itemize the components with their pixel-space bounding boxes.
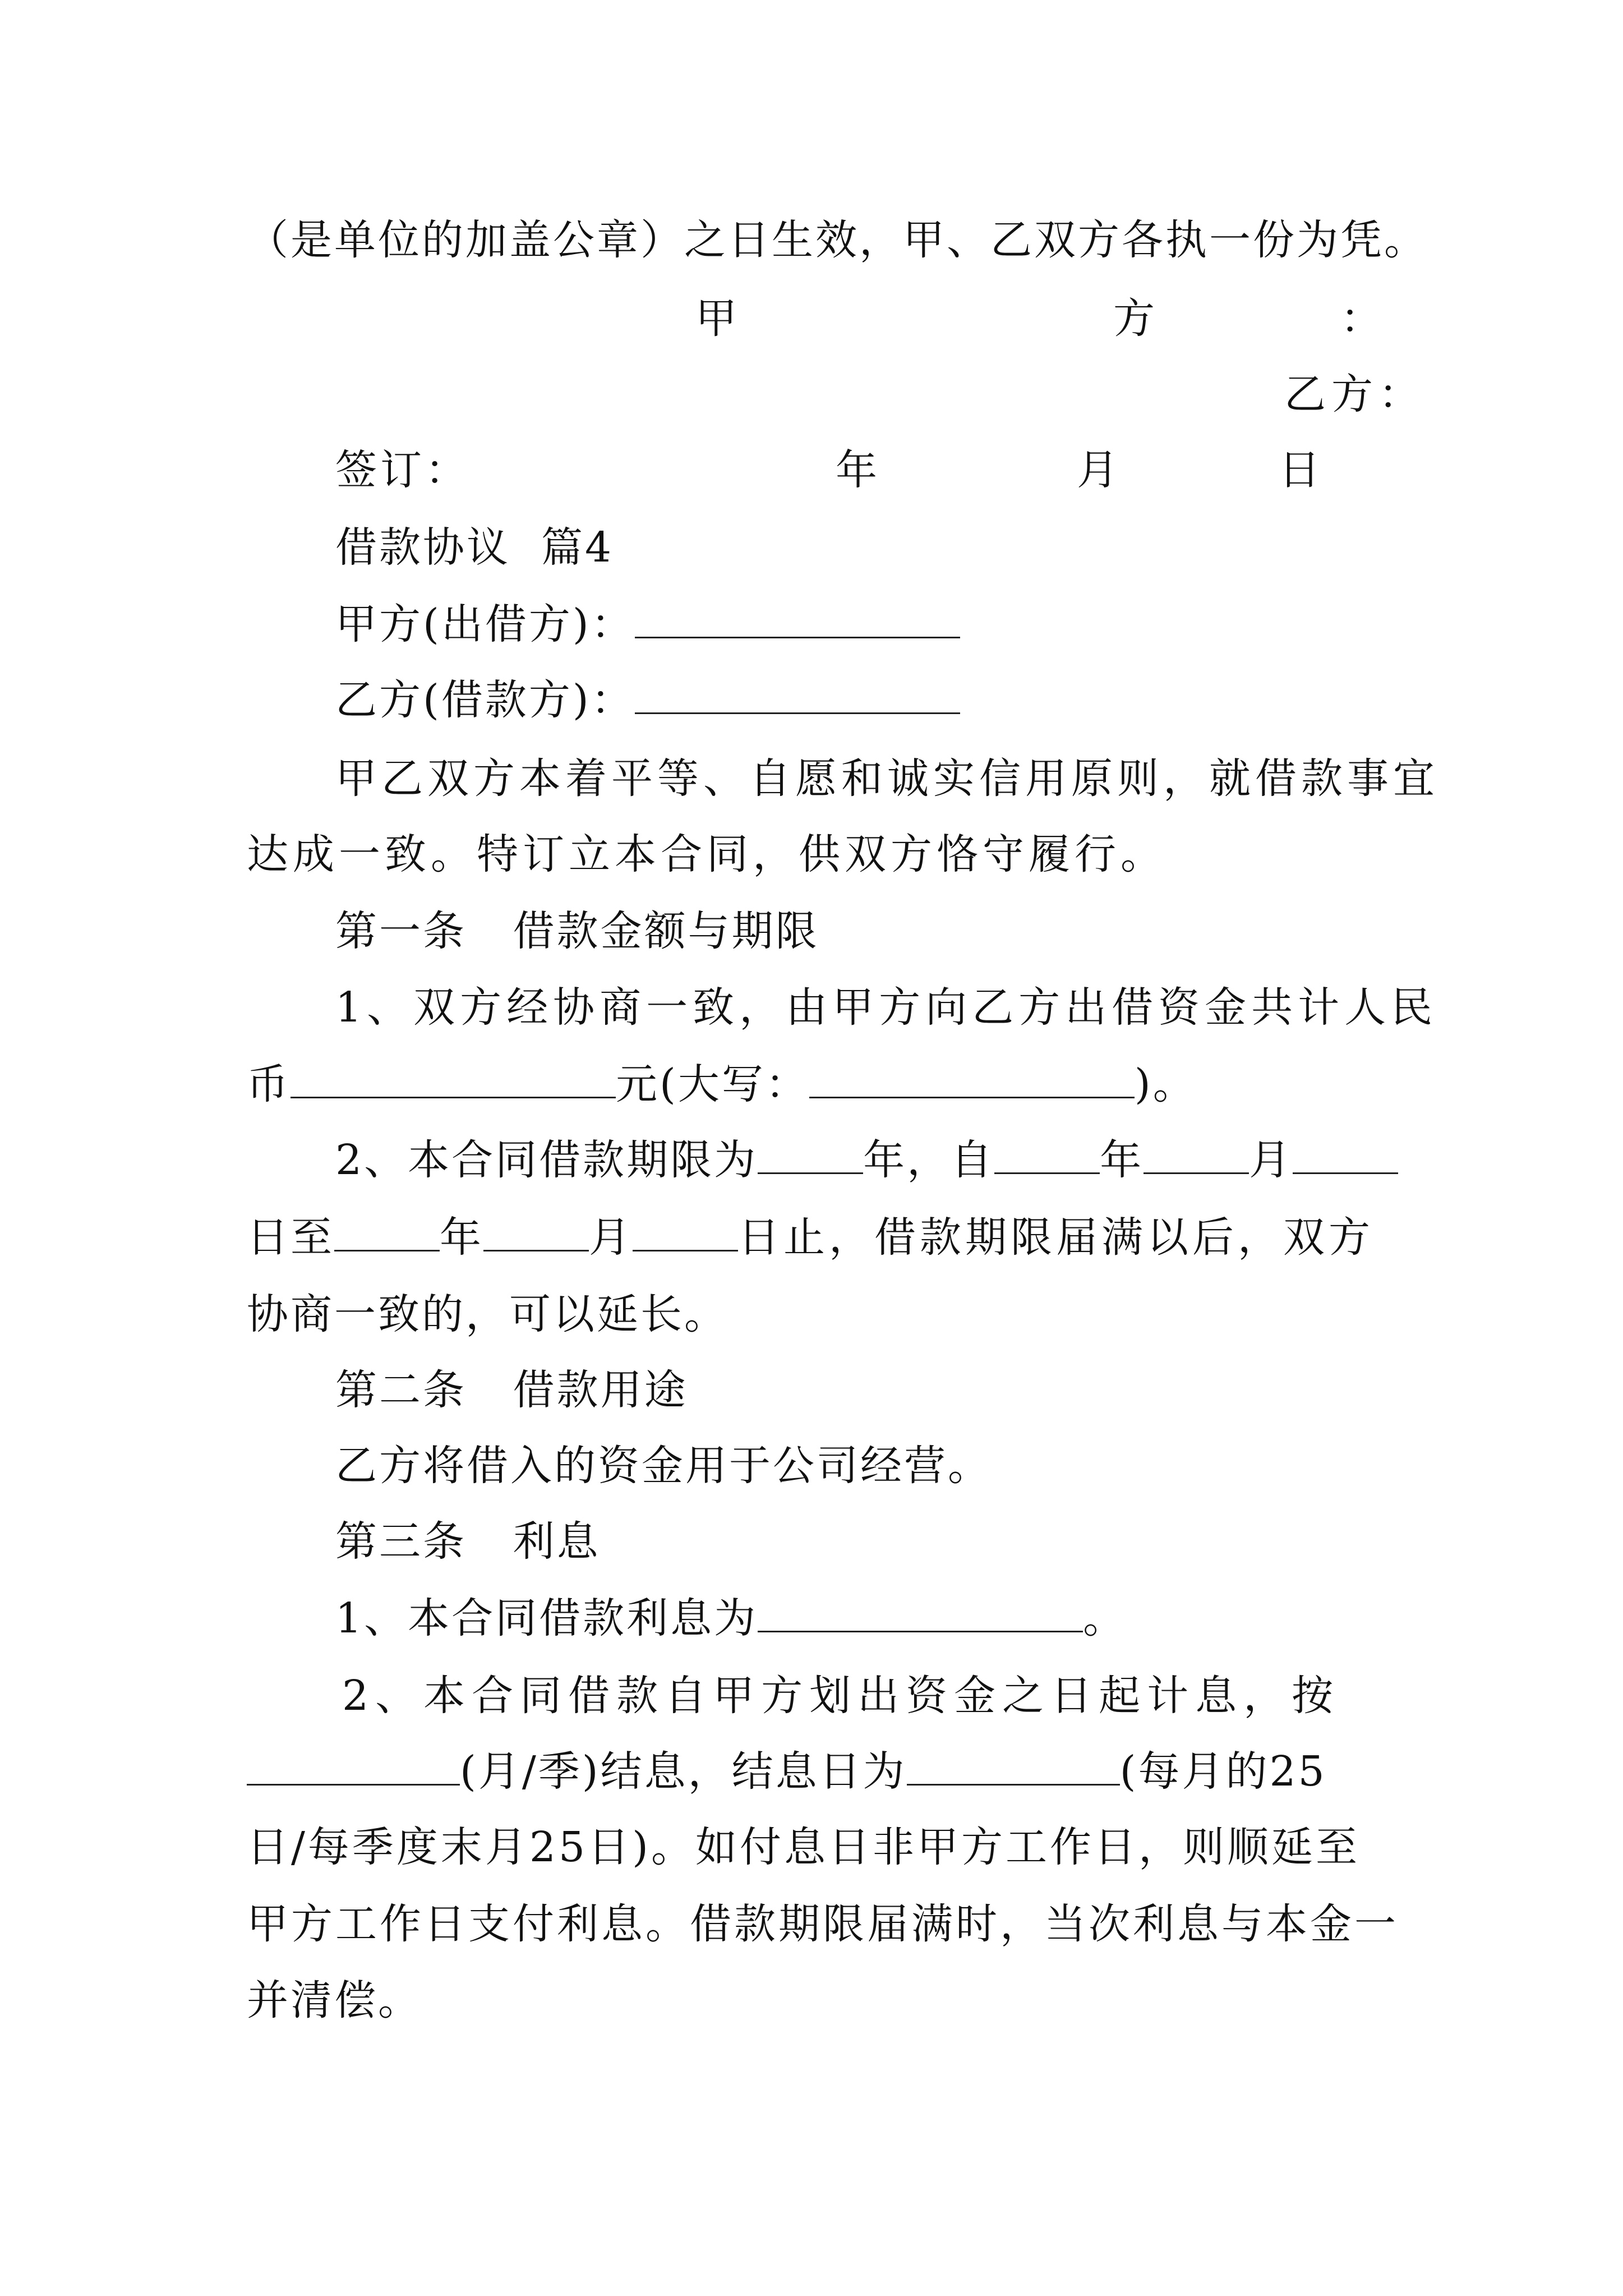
end-month-blank[interactable] (483, 1214, 589, 1251)
effective-clause-line (247, 213, 1428, 267)
article-1-item-1-line-1: 1、双方经协商一致，由甲方向乙方出借资金共计人民 (335, 983, 1438, 1032)
article-3-title: 第三条 利息 (335, 1517, 601, 1566)
settle-day-note: (每月的25 (1119, 1747, 1327, 1796)
party-a-blank[interactable] (635, 601, 960, 638)
article-1-item-2-line-3: 协商一致的，可以延长。 (247, 1290, 728, 1338)
end-label: 日至 (247, 1213, 334, 1262)
party-b-blank[interactable] (635, 677, 960, 714)
party-b-line (335, 673, 1479, 727)
settle-day-blank[interactable] (907, 1748, 1120, 1786)
start-month-blank[interactable] (1144, 1137, 1249, 1174)
amount-capital-blank[interactable] (809, 1061, 1135, 1098)
article-1-title: 第一条 借款金额与期限 (335, 907, 819, 955)
article-3-item-2-line-2 (247, 1745, 1391, 1798)
party-a-label: 甲方(出借方)： (335, 600, 635, 648)
sign-date-day: 日 (1279, 446, 1320, 494)
preamble-line-2: 达成一致。特订立本合同，供双方恪守履行。 (247, 830, 1166, 878)
end-year-label: 年 (440, 1213, 483, 1262)
sig-party-a-char2: 方 (1113, 295, 1155, 343)
article-1-item-2-line-1 (335, 1133, 1479, 1187)
sig-party-b: 乙方： (1284, 370, 1426, 418)
sig-party-a-colon: ： (1340, 295, 1382, 343)
end-day-blank[interactable] (633, 1214, 738, 1251)
end-year-blank[interactable] (334, 1214, 440, 1251)
amount-blank[interactable] (291, 1061, 616, 1098)
interest-label: 1、本合同借款利息为 (335, 1594, 758, 1642)
article-1-item-1-line-2 (247, 1057, 1391, 1111)
agreement-heading: 借款协议 篇4 (335, 523, 614, 572)
currency-label: 币 (247, 1060, 291, 1108)
start-day-blank[interactable] (1293, 1137, 1398, 1174)
interest-blank[interactable] (758, 1595, 1083, 1632)
sign-date-month: 月 (1077, 446, 1118, 494)
start-month-label: 月 (1249, 1136, 1293, 1184)
preamble-line-1: 甲乙双方本着平等、自愿和诚实信用原则，就借款事宜 (335, 754, 1439, 803)
article-3-item-1 (335, 1591, 1479, 1645)
interest-end: 。 (1083, 1594, 1127, 1642)
article-2-title: 第二条 借款用途 (335, 1366, 688, 1414)
effective-clause-text: （是单位的加盖公章）之日生效，甲、乙双方各执一份为凭。 (247, 216, 1428, 264)
article-1-item-2-line-2 (247, 1211, 1391, 1264)
amount-close: )。 (1134, 1060, 1197, 1108)
end-month-label: 月 (589, 1213, 633, 1262)
sign-date-year: 年 (836, 446, 877, 494)
sign-date-label: 签订： (335, 446, 470, 494)
sig-party-a-char1: 甲 (695, 295, 737, 343)
settle-period-label: (月/季)结息，结息日为 (460, 1747, 907, 1796)
term-years-blank[interactable] (758, 1137, 863, 1174)
settle-period-blank[interactable] (247, 1748, 460, 1786)
party-a-line (335, 597, 1479, 651)
amount-capital-label: 元(大写： (616, 1060, 809, 1108)
article-3-item-2-line-1: 2、本合同借款自甲方划出资金之日起计息，按 (342, 1672, 1340, 1720)
term-from-label: 年，自 (863, 1136, 995, 1184)
start-year-blank[interactable] (994, 1137, 1100, 1174)
article-2-body: 乙方将借入的资金用于公司经营。 (335, 1442, 992, 1490)
term-label: 2、本合同借款期限为 (335, 1136, 758, 1184)
party-b-label: 乙方(借款方)： (335, 676, 635, 724)
article-3-item-2-line-4: 甲方工作日支付利息。借款期限届满时，当次利息与本金一 (247, 1900, 1399, 1948)
article-3-item-2-line-3: 日/每季度末月25日)。如付息日非甲方工作日，则顺延至 (247, 1823, 1360, 1871)
article-3-item-2-line-5: 并清偿。 (247, 1976, 422, 2024)
end-day-text: 日止，借款期限届满以后，双方 (738, 1213, 1374, 1262)
start-year-label: 年 (1100, 1136, 1144, 1184)
